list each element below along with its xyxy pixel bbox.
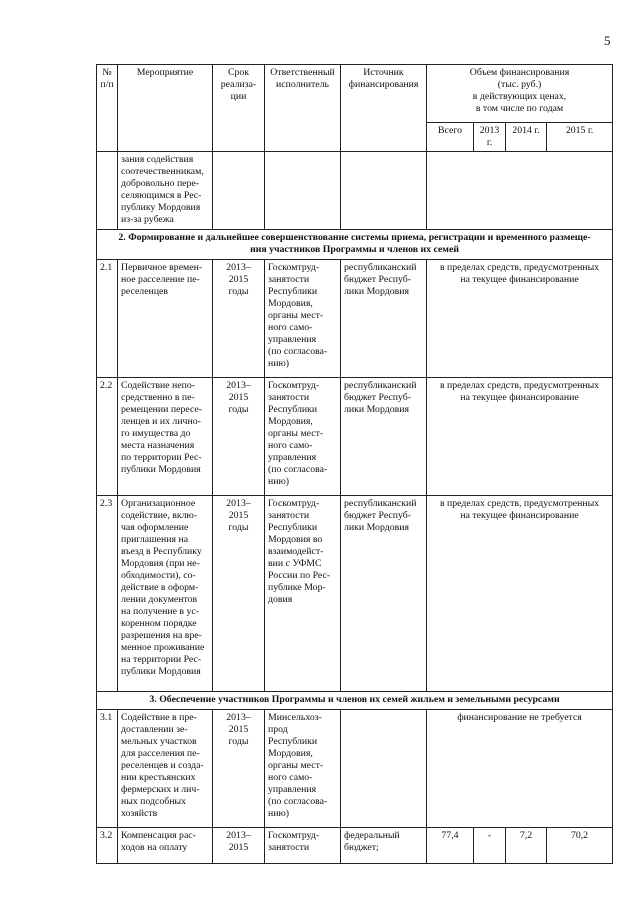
program-table — [96, 64, 613, 864]
term-cell: 2013– 2015 годы — [213, 378, 265, 496]
table-row — [97, 378, 613, 496]
header-source: Источник финансирования — [341, 65, 427, 152]
funding-cell: финансирование не требуется — [427, 710, 613, 828]
header-volume: Объем финансирования (тыс. руб.) в действующих ценах, в том числе по годам — [427, 65, 613, 123]
header-2015: 2015 г. — [547, 123, 613, 152]
term-cell: 2013– 2015 годы — [213, 260, 265, 378]
table-row — [97, 828, 613, 864]
row-num: 2.1 — [97, 260, 118, 378]
measure-cell: Первичное времен- ное расселение пе- реселенцев — [118, 260, 213, 378]
table-row — [97, 152, 613, 230]
y2013-cell: - — [474, 828, 506, 864]
table-row — [97, 710, 613, 828]
row-num: 2.3 — [97, 496, 118, 692]
funding-cell: в пределах средств, предусмотренных на текущее финансирование — [427, 378, 613, 496]
row-num: 3.2 — [97, 828, 118, 864]
header-2013: 2013 г. — [474, 123, 506, 152]
source-cell: республиканский бюджет Респуб- лики Мордовия — [341, 260, 427, 378]
header-num: № п/п — [97, 65, 118, 152]
responsible-cell: Госкомтруд- занятости Республики Мордовия, органы мест- ного само- управления (по согласова- нию) — [265, 260, 341, 378]
y2014-cell: 7,2 — [506, 828, 547, 864]
term-cell: 2013– 2015 — [213, 828, 265, 864]
measure-cell: Содействие в пре- доставлении зе- мельных участков для расселения пе- реселенцев и созда- нии крестьянских фермерских и лич- ных подсобных хозяйств — [118, 710, 213, 828]
y2015-cell: 70,2 — [547, 828, 613, 864]
measure-cell: Организационное содействие, вклю- чая оформление приглашения на въезд в Республику Мордовия (при не- обходимости), со- действие в оформ- лении документов на получение в ус- коренном порядке разрешения на вре- менное проживание на территории Рес- публики Мордовия — [118, 496, 213, 692]
header-responsible: Ответственный исполнитель — [265, 65, 341, 152]
responsible-cell: Минсельхоз- прод Республики Мордовия, органы мест- ного само- управления (по согласова- нию) — [265, 710, 341, 828]
section-3-title: 3. Обеспечение участников Программы и членов их семей жильем и земельными ресурсами — [97, 692, 613, 710]
measure-cell: Содействие непо- средственно в пе- ремещении пересе- ленцев и их лично- го имущества до места назначения по территории Рес- публики Мордовия — [118, 378, 213, 496]
responsible-cell: Госкомтруд- занятости — [265, 828, 341, 864]
source-cell: республиканский бюджет Респуб- лики Мордовия — [341, 496, 427, 692]
section-2-title: 2. Формирование и дальнейшее совершенствование системы приема, регистрации и временного размеще- ния участников Программы и членов их семей — [97, 230, 613, 260]
term-cell: 2013– 2015 годы — [213, 496, 265, 692]
total-cell: 77,4 — [427, 828, 474, 864]
header-measure: Мероприятие — [118, 65, 213, 152]
section-row — [97, 230, 613, 260]
funding-cell: в пределах средств, предусмотренных на текущее финансирование — [427, 260, 613, 378]
page-number: 5 — [604, 33, 611, 48]
header-2014: 2014 г. — [506, 123, 547, 152]
responsible-cell: Госкомтруд- занятости Республики Мордовия во взаимодейст- вии с УФМС России по Рес- публике Мор- довия — [265, 496, 341, 692]
source-cell: республиканский бюджет Респуб- лики Мордовия — [341, 378, 427, 496]
funding-cell: в пределах средств, предусмотренных на текущее финансирование — [427, 496, 613, 692]
row-num: 3.1 — [97, 710, 118, 828]
table-row — [97, 260, 613, 378]
measure-cell: Компенсация рас- ходов на оплату — [118, 828, 213, 864]
term-cell: 2013– 2015 годы — [213, 710, 265, 828]
row-num: 2.2 — [97, 378, 118, 496]
measure-cell: зания содействия соотечественникам, добровольно пере- селяющимся в Рес- публику Мордовия из-за рубежа — [118, 152, 213, 230]
source-cell — [341, 710, 427, 828]
responsible-cell: Госкомтруд- занятости Республики Мордовия, органы мест- ного само- управления (по согласова- нию) — [265, 378, 341, 496]
header-term: Срок реализа- ции — [213, 65, 265, 152]
header-total: Всего — [427, 123, 474, 152]
source-cell: федеральный бюджет; — [341, 828, 427, 864]
section-row — [97, 692, 613, 710]
header-row — [97, 65, 613, 123]
table-row — [97, 496, 613, 692]
